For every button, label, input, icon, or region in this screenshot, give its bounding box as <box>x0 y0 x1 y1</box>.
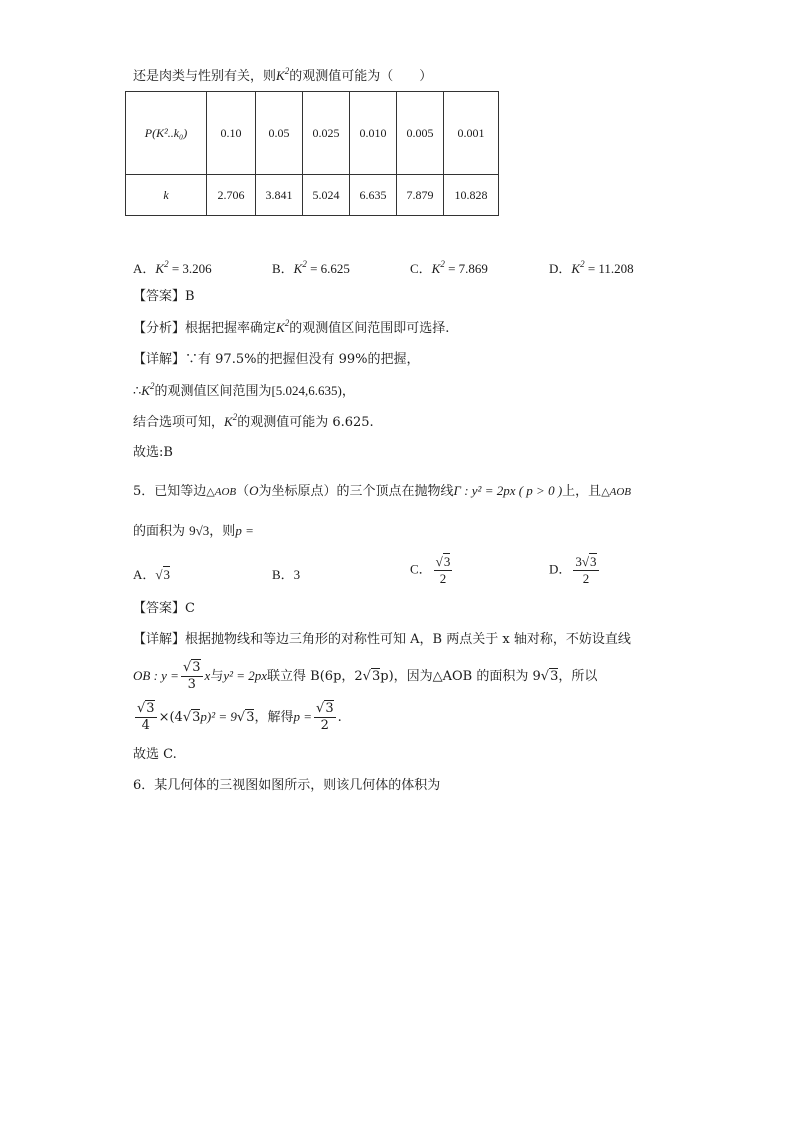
q5-detail-1: 【详解】根据抛物线和等边三角形的对称性可知 A，B 两点关于 x 轴对称，不妨设直线 <box>133 632 631 647</box>
table-cell: 0.025 <box>303 92 350 175</box>
q5-choose: 故选 C. <box>133 747 177 762</box>
q4-detail-1: 【详解】∵有 97.5%的把握但没有 99%的把握， <box>133 352 420 367</box>
q5-detail-2: OB : y = $\frac{√3}{3}$ x与y² = 2px联立得 B(6p，2√3p)，因为△AOB 的面积为 9√3，所以 <box>133 660 598 692</box>
q4-analysis: 【分析】根据把握率确定$K^2$的观测值区间范围即可选择. <box>133 318 450 336</box>
table-cell: 3.841 <box>256 175 303 216</box>
table-cell: P(K²..k₀) <box>126 92 207 175</box>
table-cell: 0.010 <box>350 92 397 175</box>
table-cell: 10.828 <box>444 175 499 216</box>
table-cell: 0.10 <box>207 92 256 175</box>
q6-stem: 6．某几何体的三视图如图所示，则该几何体的体积为 <box>133 778 441 793</box>
table-cell: 6.635 <box>350 175 397 216</box>
q4-option-b: B．$K^2 = 6.625$ <box>272 259 350 276</box>
table-cell: 0.005 <box>397 92 444 175</box>
table-row <box>126 175 499 216</box>
q4-option-a: A．$K^2 = 3.206$ <box>133 259 212 276</box>
q5-option-c: C． $\frac{√3}{2}$ <box>410 554 451 586</box>
q5-detail-3: $\frac{√3}{4}$ ×(4√3p)² = 9√3，解得p = $\frac{√3}{2}$ . <box>137 701 342 733</box>
q5-option-a: A．√3 <box>133 567 171 582</box>
table-cell: 0.001 <box>444 92 499 175</box>
q5-option-d: D． $\frac{3√3}{2}$ <box>549 554 597 586</box>
probability-table <box>125 91 499 216</box>
q4-option-c: C．$K^2 = 7.869$ <box>410 259 488 276</box>
table-cell: 5.024 <box>303 175 350 216</box>
q4-detail-3: 结合选项可知，$K^2$的观测值可能为 6.625. <box>133 412 374 430</box>
table-cell: 7.879 <box>397 175 444 216</box>
q4-stem-tail: 还是肉类与性别有关，则$K^2$的观测值可能为（ ） <box>133 66 433 84</box>
q5-stem-1: 5．已知等边△AOB（O为坐标原点）的三个顶点在抛物线Γ : y² = 2px ( p > 0 )上，且△AOB <box>133 483 632 499</box>
table-cell: k <box>126 175 207 216</box>
q4-option-d: D．$K^2 = 11.208$ <box>549 259 634 276</box>
q5-option-b: B．3 <box>272 567 301 582</box>
table-cell: 2.706 <box>207 175 256 216</box>
table-row <box>126 92 499 175</box>
q4-answer: 【答案】B <box>133 289 195 304</box>
q5-answer: 【答案】C <box>133 601 195 616</box>
q4-detail-2: $\therefore K^2$的观测值区间范围为[5.024,6.635)， <box>133 381 355 399</box>
q4-choose: 故选:B <box>133 445 173 460</box>
q5-stem-2: 的面积为 9√3，则p = <box>133 523 254 539</box>
table-cell: 0.05 <box>256 92 303 175</box>
